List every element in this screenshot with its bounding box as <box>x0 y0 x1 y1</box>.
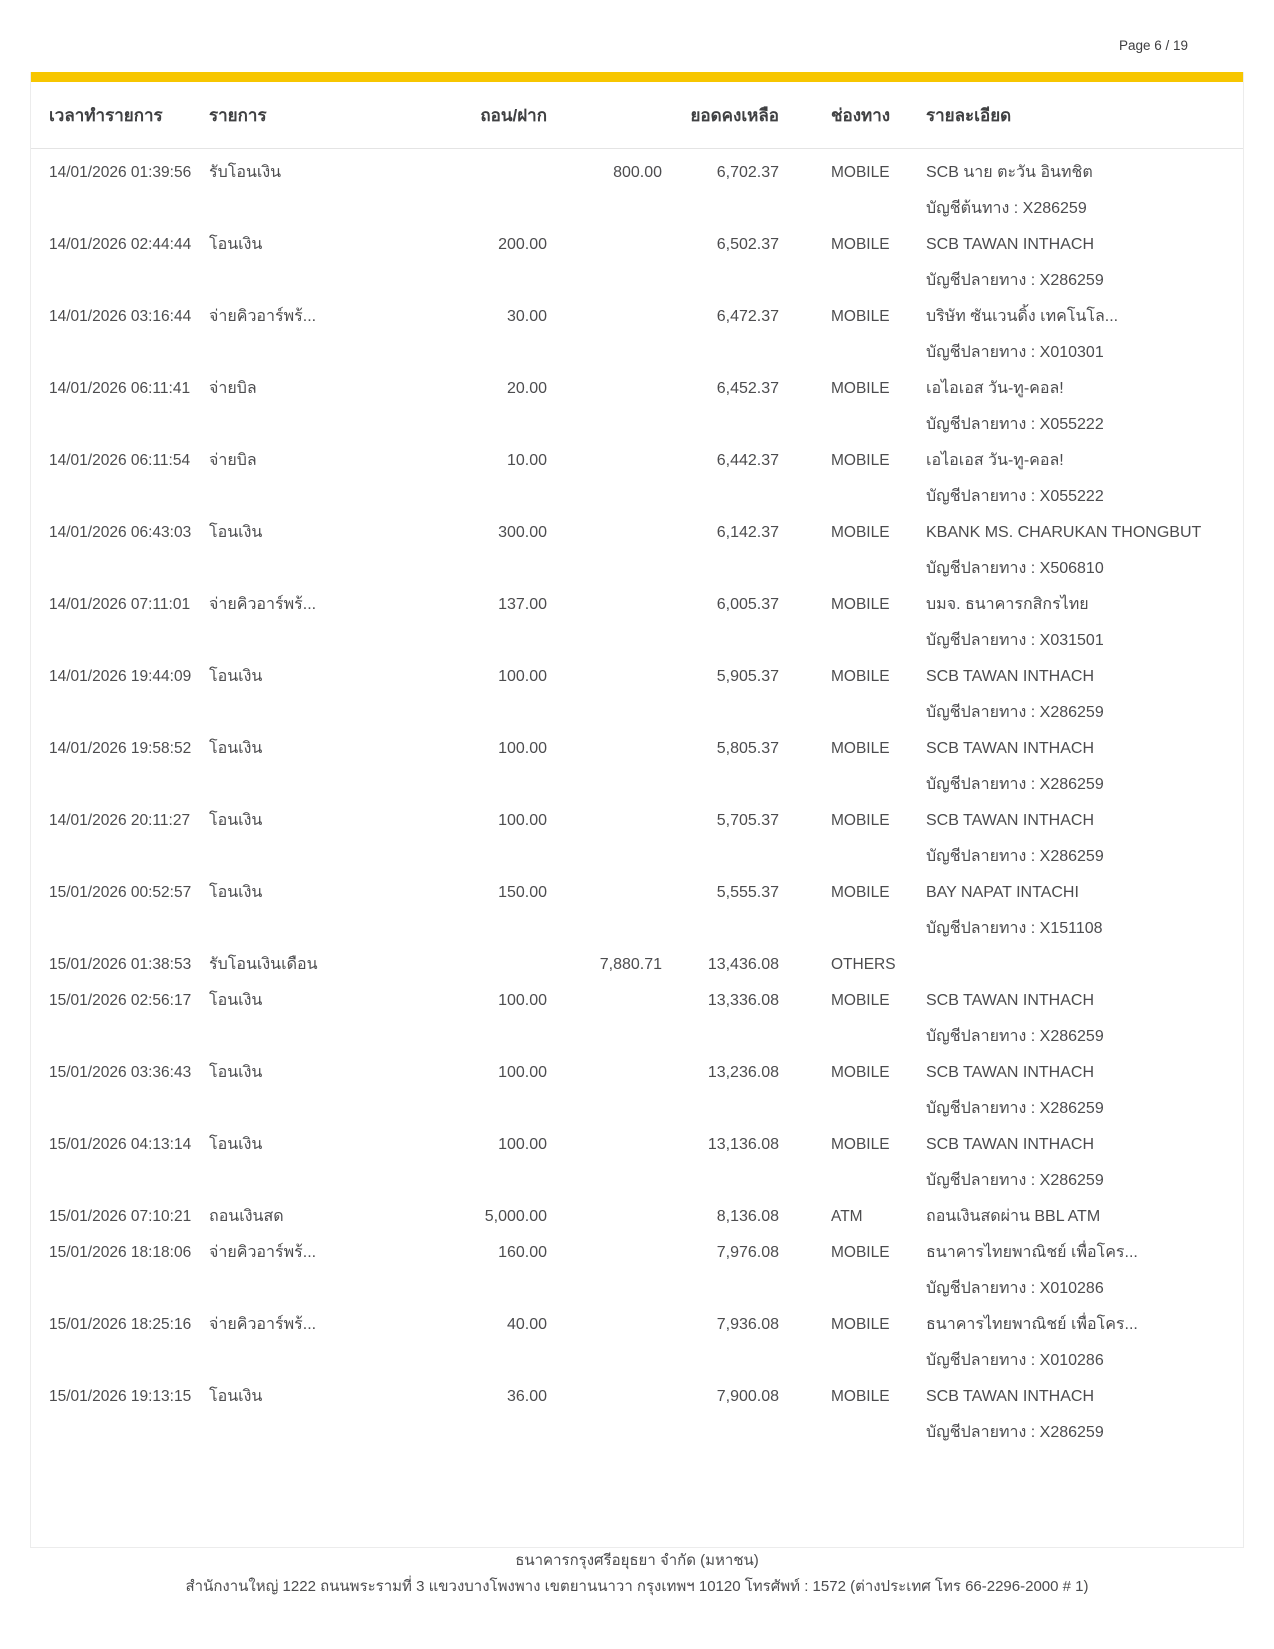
row-detail-account: บัญชีปลายทาง : X286259 <box>926 272 1104 289</box>
row-detail: SCB TAWAN INTHACH <box>926 1064 1095 1081</box>
row-description: รับโอนเงินเดือน <box>209 956 318 973</box>
row-deposit-amount <box>547 1379 662 1415</box>
row-withdraw-amount: 100.00 <box>498 668 547 685</box>
row-deposit-amount <box>547 983 662 1019</box>
row-detail-account: บัญชีปลายทาง : X506810 <box>926 560 1104 577</box>
row-detail-account: บัญชีปลายทาง : X286259 <box>926 1028 1104 1045</box>
row-description: จ่ายบิล <box>209 380 257 397</box>
row-balance: 5,705.37 <box>716 812 779 829</box>
row-time: 14/01/2026 06:43:03 <box>49 524 192 541</box>
row-channel: MOBILE <box>831 308 890 325</box>
row-deposit-amount <box>547 731 662 767</box>
row-detail: ถอนเงินสดผ่าน BBL ATM <box>926 1208 1101 1225</box>
row-withdraw-amount: 36.00 <box>506 1388 547 1405</box>
row-detail: SCB นาย ตะวัน อินทชิต <box>926 164 1093 181</box>
row-detail: SCB TAWAN INTHACH <box>926 668 1095 685</box>
row-withdraw-amount: 300.00 <box>498 524 547 541</box>
table-header <box>31 82 1243 149</box>
row-detail: เอไอเอส วัน-ทู-คอล! <box>926 380 1064 397</box>
row-time: 15/01/2026 03:36:43 <box>49 1064 192 1081</box>
row-withdraw-amount: 100.00 <box>498 992 547 1009</box>
row-balance: 6,452.37 <box>716 380 779 397</box>
row-detail: ธนาคารไทยพาณิชย์ เพื่อโคร... <box>926 1316 1138 1333</box>
row-channel: MOBILE <box>831 740 890 757</box>
transactions-table <box>30 72 1244 1548</box>
table-row <box>31 983 1243 1055</box>
row-time: 14/01/2026 06:11:41 <box>49 380 191 397</box>
row-description: โอนเงิน <box>209 740 263 757</box>
row-deposit-amount <box>547 227 662 263</box>
row-deposit-amount <box>547 1127 662 1163</box>
row-channel: MOBILE <box>831 1064 890 1081</box>
row-detail-account: บัญชีปลายทาง : X010301 <box>926 344 1104 361</box>
table-row <box>31 1199 1243 1235</box>
table-row <box>31 587 1243 659</box>
row-withdraw-amount: 100.00 <box>498 812 547 829</box>
row-detail: KBANK MS. CHARUKAN THONGBUT <box>926 524 1202 541</box>
row-deposit-amount: 800.00 <box>613 164 662 181</box>
row-time: 14/01/2026 01:39:56 <box>49 164 192 181</box>
row-deposit-amount <box>547 443 662 479</box>
row-time: 14/01/2026 19:44:09 <box>49 668 192 685</box>
table-row <box>31 515 1243 587</box>
row-channel: MOBILE <box>831 992 890 1009</box>
row-balance: 5,805.37 <box>716 740 779 757</box>
row-channel: MOBILE <box>831 1136 890 1153</box>
row-deposit-amount <box>547 803 662 839</box>
row-channel: MOBILE <box>831 1316 890 1333</box>
row-detail: BAY NAPAT INTACHI <box>926 884 1079 901</box>
row-detail: บมจ. ธนาคารกสิกรไทย <box>926 596 1089 613</box>
row-channel: MOBILE <box>831 1244 890 1261</box>
header-amount: ถอน/ฝาก <box>480 105 547 125</box>
row-balance: 13,436.08 <box>707 956 779 973</box>
row-deposit-amount <box>547 875 662 911</box>
row-description: โอนเงิน <box>209 1064 263 1081</box>
row-time: 14/01/2026 19:58:52 <box>49 740 192 757</box>
row-time: 15/01/2026 18:25:16 <box>49 1316 192 1333</box>
row-channel: MOBILE <box>831 596 890 613</box>
table-row <box>31 443 1243 515</box>
row-time: 15/01/2026 18:18:06 <box>49 1244 192 1261</box>
row-channel: MOBILE <box>831 1388 890 1405</box>
page-footer <box>0 1548 1274 1600</box>
row-detail <box>926 947 1237 983</box>
header-balance: ยอดคงเหลือ <box>690 105 779 125</box>
row-detail-account: บัญชีปลายทาง : X286259 <box>926 1424 1104 1441</box>
row-withdraw-amount: 137.00 <box>498 596 547 613</box>
row-balance: 6,702.37 <box>716 164 779 181</box>
table-row <box>31 803 1243 875</box>
row-balance: 13,236.08 <box>707 1064 779 1081</box>
row-balance: 5,555.37 <box>716 884 779 901</box>
row-balance: 6,442.37 <box>716 452 779 469</box>
row-withdraw-amount: 100.00 <box>498 1064 547 1081</box>
row-withdraw-amount: 5,000.00 <box>484 1208 547 1225</box>
row-channel: MOBILE <box>831 884 890 901</box>
table-row <box>31 659 1243 731</box>
row-description: จ่ายคิวอาร์พร้... <box>209 308 317 325</box>
row-description: ถอนเงินสด <box>209 1208 284 1225</box>
table-row <box>31 1235 1243 1307</box>
row-withdraw-amount: 40.00 <box>506 1316 547 1333</box>
row-channel: ATM <box>831 1208 863 1225</box>
row-detail-account: บัญชีปลายทาง : X055222 <box>926 488 1104 505</box>
row-description: จ่ายคิวอาร์พร้... <box>209 1244 317 1261</box>
row-time: 15/01/2026 00:52:57 <box>49 884 192 901</box>
row-detail: SCB TAWAN INTHACH <box>926 740 1095 757</box>
row-deposit-amount <box>547 659 662 695</box>
row-description: โอนเงิน <box>209 668 263 685</box>
row-detail: SCB TAWAN INTHACH <box>926 812 1095 829</box>
bank-address: สำนักงานใหญ่ 1222 ถนนพระรามที่ 3 แขวงบางโพงพาง เขตยานนาวา กรุงเทพฯ 10120 โทรศัพท์ : 1572 (ต่างประเทศ โทร 66-2296-2000 # 1) <box>185 1578 1089 1595</box>
row-balance: 13,336.08 <box>707 992 779 1009</box>
header-description: รายการ <box>209 105 267 125</box>
row-description: โอนเงิน <box>209 524 263 541</box>
row-deposit-amount <box>547 1235 662 1271</box>
table-row <box>31 1127 1243 1199</box>
row-withdraw-amount: 10.00 <box>506 452 547 469</box>
row-detail: ธนาคารไทยพาณิชย์ เพื่อโคร... <box>926 1244 1138 1261</box>
row-channel: MOBILE <box>831 452 890 469</box>
row-description: โอนเงิน <box>209 1388 263 1405</box>
table-row <box>31 155 1243 227</box>
header-detail: รายละเอียด <box>926 105 1012 125</box>
row-channel: OTHERS <box>831 956 896 973</box>
row-description: โอนเงิน <box>209 236 263 253</box>
row-balance: 6,502.37 <box>716 236 779 253</box>
row-withdraw-amount <box>399 155 547 191</box>
table-row <box>31 875 1243 947</box>
table-row <box>31 731 1243 803</box>
row-time: 15/01/2026 19:13:15 <box>49 1388 192 1405</box>
row-balance: 8,136.08 <box>716 1208 779 1225</box>
table-row <box>31 1055 1243 1127</box>
row-detail: SCB TAWAN INTHACH <box>926 1136 1095 1153</box>
row-description: โอนเงิน <box>209 884 263 901</box>
row-deposit-amount <box>547 371 662 407</box>
row-balance: 5,905.37 <box>716 668 779 685</box>
row-time: 14/01/2026 20:11:27 <box>49 812 191 829</box>
row-channel: MOBILE <box>831 668 890 685</box>
row-deposit-amount <box>547 515 662 551</box>
row-detail-account: บัญชีปลายทาง : X286259 <box>926 704 1104 721</box>
row-deposit-amount <box>547 1199 662 1235</box>
row-withdraw-amount <box>399 947 547 983</box>
row-detail-account: บัญชีต้นทาง : X286259 <box>926 200 1087 217</box>
row-detail-account: บัญชีปลายทาง : X010286 <box>926 1280 1104 1297</box>
page-number: Page 6 / 19 <box>1118 38 1188 53</box>
row-withdraw-amount: 100.00 <box>498 740 547 757</box>
row-deposit-amount <box>547 299 662 335</box>
row-time: 15/01/2026 02:56:17 <box>49 992 192 1009</box>
row-balance: 6,142.37 <box>716 524 779 541</box>
row-balance: 7,976.08 <box>716 1244 779 1261</box>
bank-name: ธนาคารกรุงศรีอยุธยา จำกัด (มหาชน) <box>515 1552 759 1569</box>
table-row <box>31 299 1243 371</box>
table-row <box>31 371 1243 443</box>
row-detail-account: บัญชีปลายทาง : X286259 <box>926 848 1104 865</box>
row-detail-account: บัญชีปลายทาง : X286259 <box>926 1172 1104 1189</box>
row-withdraw-amount: 100.00 <box>498 1136 547 1153</box>
row-detail-account: บัญชีปลายทาง : X286259 <box>926 776 1104 793</box>
row-detail: เอไอเอส วัน-ทู-คอล! <box>926 452 1064 469</box>
row-balance: 6,005.37 <box>716 596 779 613</box>
row-time: 14/01/2026 03:16:44 <box>49 308 192 325</box>
row-withdraw-amount: 20.00 <box>506 380 547 397</box>
row-time: 14/01/2026 06:11:54 <box>49 452 191 469</box>
row-balance: 13,136.08 <box>707 1136 779 1153</box>
row-description: โอนเงิน <box>209 1136 263 1153</box>
row-detail-account: บัญชีปลายทาง : X031501 <box>926 632 1104 649</box>
row-description: โอนเงิน <box>209 992 263 1009</box>
row-detail-account: บัญชีปลายทาง : X010286 <box>926 1352 1104 1369</box>
row-description: จ่ายคิวอาร์พร้... <box>209 1316 317 1333</box>
accent-bar <box>31 72 1243 82</box>
row-detail: SCB TAWAN INTHACH <box>926 1388 1095 1405</box>
row-channel: MOBILE <box>831 236 890 253</box>
header-channel: ช่องทาง <box>831 105 891 125</box>
row-time: 14/01/2026 02:44:44 <box>49 236 192 253</box>
table-row <box>31 1379 1243 1451</box>
row-detail-account: บัญชีปลายทาง : X286259 <box>926 1100 1104 1117</box>
row-time: 14/01/2026 07:11:01 <box>49 596 191 613</box>
row-withdraw-amount: 150.00 <box>498 884 547 901</box>
row-detail-account: บัญชีปลายทาง : X055222 <box>926 416 1104 433</box>
row-time: 15/01/2026 07:10:21 <box>49 1208 192 1225</box>
table-row <box>31 1307 1243 1379</box>
table-body <box>31 149 1243 1547</box>
row-withdraw-amount: 200.00 <box>498 236 547 253</box>
row-balance: 7,900.08 <box>716 1388 779 1405</box>
row-deposit-amount <box>547 587 662 623</box>
row-channel: MOBILE <box>831 812 890 829</box>
row-deposit-amount <box>547 1307 662 1343</box>
row-detail: SCB TAWAN INTHACH <box>926 236 1095 253</box>
table-row <box>31 227 1243 299</box>
table-row <box>31 947 1243 983</box>
header-time: เวลาทำรายการ <box>49 105 163 125</box>
row-balance: 6,472.37 <box>716 308 779 325</box>
row-time: 15/01/2026 01:38:53 <box>49 956 192 973</box>
row-description: โอนเงิน <box>209 812 263 829</box>
row-balance: 7,936.08 <box>716 1316 779 1333</box>
row-withdraw-amount: 30.00 <box>506 308 547 325</box>
row-description: จ่ายบิล <box>209 452 257 469</box>
row-detail: บริษัท ซันเวนดิ้ง เทคโนโล... <box>926 308 1119 325</box>
row-time: 15/01/2026 04:13:14 <box>49 1136 192 1153</box>
row-description: จ่ายคิวอาร์พร้... <box>209 596 317 613</box>
row-channel: MOBILE <box>831 164 890 181</box>
row-withdraw-amount: 160.00 <box>498 1244 547 1261</box>
row-detail: SCB TAWAN INTHACH <box>926 992 1095 1009</box>
row-description: รับโอนเงิน <box>209 164 282 181</box>
row-detail-account: บัญชีปลายทาง : X151108 <box>926 920 1103 937</box>
row-channel: MOBILE <box>831 524 890 541</box>
row-channel: MOBILE <box>831 380 890 397</box>
row-deposit-amount: 7,880.71 <box>599 956 662 973</box>
row-deposit-amount <box>547 1055 662 1091</box>
